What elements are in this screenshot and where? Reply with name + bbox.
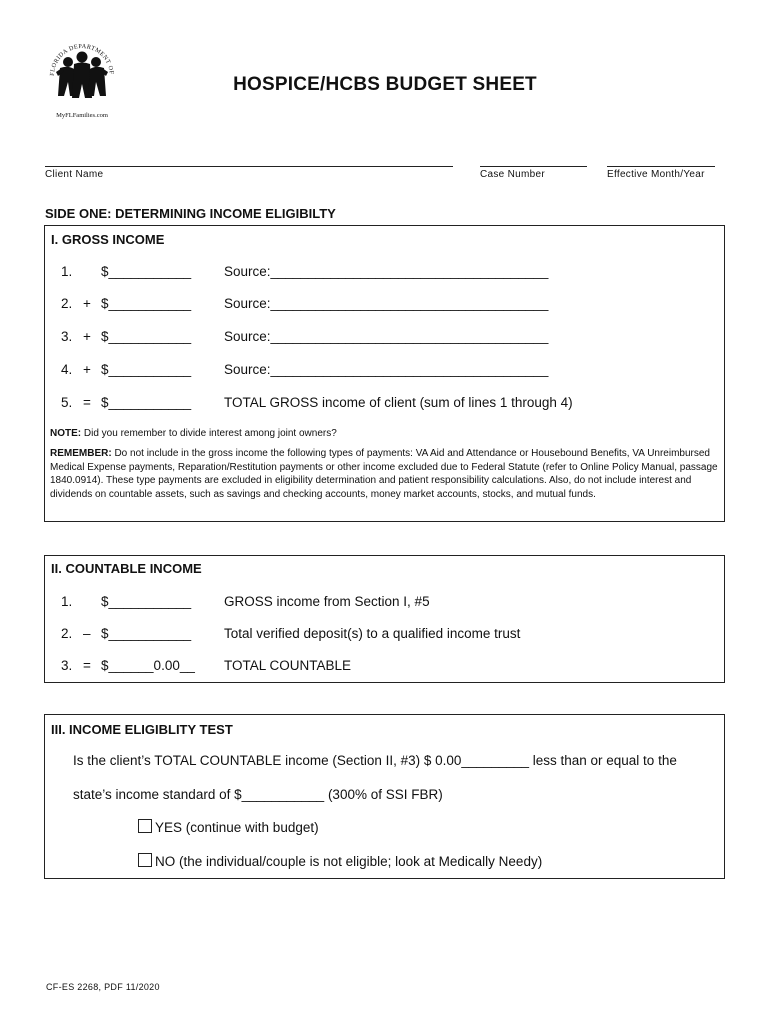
remember-text bbox=[50, 447, 720, 501]
amount-field[interactable]: $___________ bbox=[101, 296, 192, 311]
eligibility-test-section bbox=[44, 714, 725, 879]
amount-field[interactable]: $___________ bbox=[101, 329, 192, 344]
row-operator: = bbox=[83, 395, 91, 410]
row-number: 3. bbox=[61, 329, 73, 344]
case-number-label: Case Number bbox=[480, 169, 545, 180]
note-text bbox=[50, 427, 720, 441]
amount-field[interactable]: $___________ bbox=[101, 264, 192, 279]
no-checkbox[interactable] bbox=[138, 853, 152, 867]
section-heading: II. COUNTABLE INCOME bbox=[51, 561, 202, 576]
note-body: Did you remember to divide interest among joint owners? bbox=[81, 428, 337, 439]
row-number: 1. bbox=[61, 264, 73, 279]
row-operator: = bbox=[83, 658, 91, 673]
source-field[interactable]: Source:_____________________________________ bbox=[224, 362, 549, 377]
row-operator: + bbox=[83, 296, 91, 311]
case-number-line[interactable] bbox=[480, 166, 587, 167]
client-name-line[interactable] bbox=[45, 166, 453, 167]
row-number: 2. bbox=[61, 626, 73, 641]
row-label: GROSS income from Section I, #5 bbox=[224, 594, 430, 609]
remember-body: Do not include in the gross income the following types of payments: VA Aid and Attendance or Housebound Benefits, VA Unreimbursed Medical Expense payments, Reparation/Restitution payments or other income excluded due to Federal Statute (refer to Online Policy Manual, passage 1840.0914). These type payments are excluded in eligibility determination and patient responsibility calculations. Also, do not include interest and dividends on countable assets, such as savings and checking accounts, money market accounts, stocks, and mutual funds. bbox=[50, 448, 718, 500]
gross-income-section bbox=[44, 225, 725, 522]
source-field[interactable]: Source:_____________________________________ bbox=[224, 329, 549, 344]
logo-arc-text: FLORIDA DEPARTMENT OF bbox=[48, 42, 116, 77]
yes-checkbox[interactable] bbox=[138, 819, 152, 833]
row-operator: + bbox=[83, 329, 91, 344]
source-field[interactable]: Source:_____________________________________ bbox=[224, 296, 549, 311]
source-field[interactable]: Source:_____________________________________ bbox=[224, 264, 549, 279]
row-label: TOTAL COUNTABLE bbox=[224, 658, 352, 673]
amount-field[interactable]: $___________ bbox=[101, 395, 192, 410]
row-number: 5. bbox=[61, 395, 73, 410]
income-standard-line[interactable]: state’s income standard of $___________ (300% of SSI FBR) bbox=[73, 787, 443, 802]
total-countable-field[interactable]: $______0.00__ bbox=[101, 658, 195, 673]
row-number: 2. bbox=[61, 296, 73, 311]
section-heading: I. GROSS INCOME bbox=[51, 232, 165, 247]
no-label: NO (the individual/couple is not eligible; look at Medically Needy) bbox=[155, 854, 543, 869]
form-id: CF-ES 2268, PDF 11/2020 bbox=[46, 982, 160, 992]
remember-label: REMEMBER: bbox=[50, 448, 112, 459]
page-title: HOSPICE/HCBS BUDGET SHEET bbox=[233, 74, 537, 95]
amount-field[interactable]: $___________ bbox=[101, 362, 192, 377]
eligibility-question: Is the client’s TOTAL COUNTABLE income (Section II, #3) $ 0.00_________ less than or equal to the bbox=[73, 753, 677, 768]
amount-field[interactable]: $___________ bbox=[101, 594, 192, 609]
row-number: 1. bbox=[61, 594, 73, 609]
row-operator: + bbox=[83, 362, 91, 377]
effective-date-label: Effective Month/Year bbox=[607, 169, 705, 180]
logo-url: MyFLFamilies.com bbox=[56, 112, 108, 119]
yes-label: YES (continue with budget) bbox=[155, 820, 319, 835]
note-label: NOTE: bbox=[50, 428, 82, 439]
effective-date-line[interactable] bbox=[607, 166, 715, 167]
row-number: 4. bbox=[61, 362, 73, 377]
client-name-label: Client Name bbox=[45, 169, 104, 180]
amount-field[interactable]: $___________ bbox=[101, 626, 192, 641]
total-gross-label: TOTAL GROSS income of client (sum of lines 1 through 4) bbox=[224, 395, 573, 410]
row-label: Total verified deposit(s) to a qualified income trust bbox=[224, 626, 521, 641]
countable-income-section bbox=[44, 555, 725, 683]
side-one-heading: SIDE ONE: DETERMINING INCOME ELIGIBILTY bbox=[45, 206, 336, 221]
section-heading: III. INCOME ELIGIBLITY TEST bbox=[51, 722, 233, 737]
row-operator: – bbox=[83, 626, 91, 641]
row-number: 3. bbox=[61, 658, 73, 673]
